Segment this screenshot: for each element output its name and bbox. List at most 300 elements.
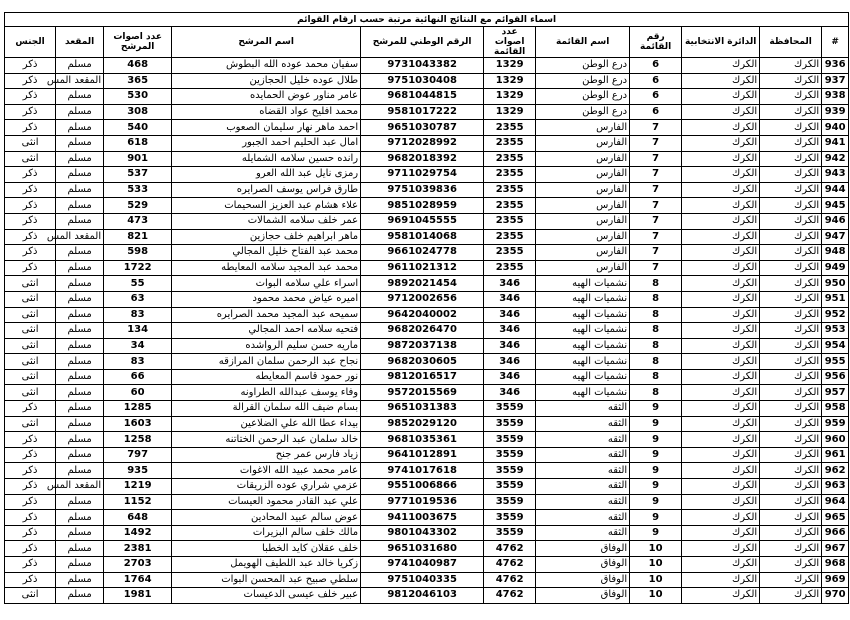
governorate-cell: الكرك [760, 338, 822, 354]
list-number-cell: 8 [630, 323, 682, 339]
list-number-cell: 9 [630, 447, 682, 463]
table-row [5, 229, 849, 245]
seat-cell: مسلم [56, 135, 104, 151]
list-votes-cell: 2355 [484, 245, 536, 261]
national-id-cell: 9741040987 [361, 557, 484, 573]
district-cell: الكرك [682, 572, 760, 588]
gender-cell: انثى [5, 369, 56, 385]
governorate-cell: الكرك [760, 167, 822, 183]
governorate-cell: الكرك [760, 135, 822, 151]
governorate-cell: الكرك [760, 385, 822, 401]
national-id-cell: 9801043302 [361, 525, 484, 541]
national-id-cell: 9411003675 [361, 510, 484, 526]
gender-cell: ذكر [5, 479, 56, 495]
gender-cell: انثى [5, 385, 56, 401]
governorate-cell: الكرك [760, 323, 822, 339]
national-id-cell: 9691045555 [361, 213, 484, 229]
governorate-cell: الكرك [760, 416, 822, 432]
seat-cell: مسلم [56, 213, 104, 229]
gender-cell: ذكر [5, 167, 56, 183]
seat-cell: مسلم [56, 432, 104, 448]
list-votes-cell: 2355 [484, 120, 536, 136]
governorate-cell: الكرك [760, 198, 822, 214]
seat-cell: مسلم [56, 541, 104, 557]
governorate-cell: الكرك [760, 525, 822, 541]
candidate-votes-cell: 901 [104, 151, 172, 167]
candidate-name-cell: بيداء عطا الله علي الضلاعين [172, 416, 361, 432]
candidate-name-cell: علي عبد القادر محمود العيسات [172, 494, 361, 510]
table-row [5, 307, 849, 323]
row-index: 949 [822, 260, 849, 276]
seat-cell: مسلم [56, 104, 104, 120]
list-votes-cell: 4762 [484, 541, 536, 557]
governorate-cell: الكرك [760, 588, 822, 604]
list-number-cell: 9 [630, 494, 682, 510]
seat-cell: مسلم [56, 401, 104, 417]
row-index: 950 [822, 276, 849, 292]
district-cell: الكرك [682, 89, 760, 105]
candidate-name-cell: ماريه حسن سليم الرواشده [172, 338, 361, 354]
seat-cell: المقعد المس [56, 73, 104, 89]
list-name-cell: الوفاق [536, 572, 630, 588]
candidate-votes-cell: 797 [104, 447, 172, 463]
candidate-votes-cell: 530 [104, 89, 172, 105]
national-id-cell: 9682026470 [361, 323, 484, 339]
table-row [5, 291, 849, 307]
list-votes-cell: 346 [484, 291, 536, 307]
row-index: 938 [822, 89, 849, 105]
list-votes-cell: 3559 [484, 494, 536, 510]
district-cell: الكرك [682, 135, 760, 151]
results-sheet [4, 12, 848, 604]
results-table [4, 12, 849, 604]
row-index: 968 [822, 557, 849, 573]
seat-cell: مسلم [56, 276, 104, 292]
candidate-name-cell: محمد افليح عواد القضاه [172, 104, 361, 120]
governorate-cell: الكرك [760, 307, 822, 323]
row-index: 948 [822, 245, 849, 261]
row-index: 957 [822, 385, 849, 401]
table-row [5, 572, 849, 588]
list-name-cell: الثقه [536, 401, 630, 417]
seat-cell: مسلم [56, 182, 104, 198]
row-index: 959 [822, 416, 849, 432]
candidate-votes-cell: 34 [104, 338, 172, 354]
table-row [5, 276, 849, 292]
national-id-cell: 9551006866 [361, 479, 484, 495]
governorate-cell: الكرك [760, 291, 822, 307]
gender-cell: ذكر [5, 463, 56, 479]
table-row [5, 323, 849, 339]
gender-cell: انثى [5, 323, 56, 339]
list-votes-cell: 2355 [484, 229, 536, 245]
national-id-cell: 9712002656 [361, 291, 484, 307]
list-votes-cell: 346 [484, 276, 536, 292]
candidate-name-cell: خالد سلمان عبد الرحمن الختاتنه [172, 432, 361, 448]
list-number-cell: 6 [630, 73, 682, 89]
gender-cell: ذكر [5, 432, 56, 448]
list-name-cell: الثقه [536, 416, 630, 432]
list-votes-cell: 3559 [484, 525, 536, 541]
seat-cell: مسلم [56, 89, 104, 105]
header-candidate-votes: عدد اصوات المرشح [104, 27, 172, 58]
seat-cell: مسلم [56, 525, 104, 541]
list-name-cell: نشميات الهيه [536, 307, 630, 323]
row-index: 952 [822, 307, 849, 323]
candidate-name-cell: عزمي شراري عوده الزريقات [172, 479, 361, 495]
candidate-votes-cell: 935 [104, 463, 172, 479]
list-votes-cell: 1329 [484, 73, 536, 89]
district-cell: الكرك [682, 463, 760, 479]
header-district: الدائرة الانتخابية [682, 27, 760, 58]
table-row [5, 213, 849, 229]
candidate-votes-cell: 1258 [104, 432, 172, 448]
list-votes-cell: 4762 [484, 557, 536, 573]
table-row [5, 151, 849, 167]
seat-cell: مسلم [56, 369, 104, 385]
row-index: 965 [822, 510, 849, 526]
list-number-cell: 7 [630, 260, 682, 276]
candidate-votes-cell: 1152 [104, 494, 172, 510]
district-cell: الكرك [682, 291, 760, 307]
governorate-cell: الكرك [760, 369, 822, 385]
candidate-votes-cell: 537 [104, 167, 172, 183]
row-index: 956 [822, 369, 849, 385]
national-id-cell: 9771019536 [361, 494, 484, 510]
list-number-cell: 10 [630, 541, 682, 557]
district-cell: الكرك [682, 479, 760, 495]
national-id-cell: 9852029120 [361, 416, 484, 432]
list-number-cell: 7 [630, 151, 682, 167]
row-index: 947 [822, 229, 849, 245]
candidate-name-cell: امال عبد الحليم احمد الجبور [172, 135, 361, 151]
national-id-cell: 9851028959 [361, 198, 484, 214]
seat-cell: مسلم [56, 260, 104, 276]
list-number-cell: 9 [630, 525, 682, 541]
row-index: 964 [822, 494, 849, 510]
row-index: 942 [822, 151, 849, 167]
list-number-cell: 8 [630, 276, 682, 292]
list-name-cell: نشميات الهيه [536, 369, 630, 385]
gender-cell: انثى [5, 354, 56, 370]
district-cell: الكرك [682, 229, 760, 245]
district-cell: الكرك [682, 447, 760, 463]
candidate-name-cell: عمر خلف سلامه الشمالات [172, 213, 361, 229]
seat-cell: مسلم [56, 494, 104, 510]
candidate-votes-cell: 1981 [104, 588, 172, 604]
list-votes-cell: 346 [484, 307, 536, 323]
district-cell: الكرك [682, 338, 760, 354]
district-cell: الكرك [682, 151, 760, 167]
table-row [5, 541, 849, 557]
row-index: 966 [822, 525, 849, 541]
header-index: # [822, 27, 849, 58]
candidate-name-cell: سفيان محمد عوده الله البطوش [172, 58, 361, 74]
candidate-name-cell: طارق فراس يوسف الصرايره [172, 182, 361, 198]
list-number-cell: 6 [630, 58, 682, 74]
seat-cell: مسلم [56, 557, 104, 573]
candidate-name-cell: سلطي صبيح عبد المحسن البوات [172, 572, 361, 588]
header-list-number: رقم القائمة [630, 27, 682, 58]
header-list-name: اسم القائمة [536, 27, 630, 58]
national-id-cell: 9892021454 [361, 276, 484, 292]
title-row [5, 13, 849, 27]
candidate-votes-cell: 1219 [104, 479, 172, 495]
list-name-cell: الوفاق [536, 557, 630, 573]
row-index: 955 [822, 354, 849, 370]
list-number-cell: 7 [630, 182, 682, 198]
gender-cell: ذكر [5, 447, 56, 463]
governorate-cell: الكرك [760, 557, 822, 573]
candidate-votes-cell: 365 [104, 73, 172, 89]
district-cell: الكرك [682, 525, 760, 541]
seat-cell: مسلم [56, 447, 104, 463]
district-cell: الكرك [682, 588, 760, 604]
list-votes-cell: 1329 [484, 89, 536, 105]
list-votes-cell: 4762 [484, 572, 536, 588]
national-id-cell: 9731043382 [361, 58, 484, 74]
list-name-cell: الثقه [536, 510, 630, 526]
list-votes-cell: 4762 [484, 588, 536, 604]
row-index: 962 [822, 463, 849, 479]
seat-cell: مسلم [56, 307, 104, 323]
district-cell: الكرك [682, 213, 760, 229]
candidate-name-cell: نور حمود قاسم المعايطه [172, 369, 361, 385]
list-number-cell: 9 [630, 463, 682, 479]
gender-cell: ذكر [5, 213, 56, 229]
candidate-votes-cell: 648 [104, 510, 172, 526]
gender-cell: انثى [5, 276, 56, 292]
table-row [5, 557, 849, 573]
district-cell: الكرك [682, 104, 760, 120]
governorate-cell: الكرك [760, 494, 822, 510]
gender-cell: انثى [5, 588, 56, 604]
national-id-cell: 9642040002 [361, 307, 484, 323]
candidate-name-cell: عوض سالم عبيد المحادين [172, 510, 361, 526]
list-number-cell: 7 [630, 120, 682, 136]
table-row [5, 463, 849, 479]
row-index: 960 [822, 432, 849, 448]
district-cell: الكرك [682, 182, 760, 198]
national-id-cell: 9872037138 [361, 338, 484, 354]
seat-cell: مسلم [56, 338, 104, 354]
gender-cell: ذكر [5, 120, 56, 136]
list-name-cell: الفارس [536, 260, 630, 276]
governorate-cell: الكرك [760, 510, 822, 526]
gender-cell: ذكر [5, 198, 56, 214]
candidate-name-cell: بسام ضيف الله سلمان القرالة [172, 401, 361, 417]
list-votes-cell: 2355 [484, 260, 536, 276]
list-votes-cell: 3559 [484, 463, 536, 479]
gender-cell: ذكر [5, 510, 56, 526]
list-name-cell: نشميات الهيه [536, 323, 630, 339]
seat-cell: مسلم [56, 323, 104, 339]
gender-cell: انثى [5, 151, 56, 167]
seat-cell: مسلم [56, 120, 104, 136]
seat-cell: المقعد المس [56, 479, 104, 495]
governorate-cell: الكرك [760, 73, 822, 89]
candidate-name-cell: وفاء يوسف عبدالله الطراونه [172, 385, 361, 401]
governorate-cell: الكرك [760, 104, 822, 120]
table-row [5, 58, 849, 74]
list-name-cell: الفارس [536, 120, 630, 136]
national-id-cell: 9611021312 [361, 260, 484, 276]
list-name-cell: نشميات الهيه [536, 385, 630, 401]
national-id-cell: 9751039836 [361, 182, 484, 198]
gender-cell: ذكر [5, 557, 56, 573]
row-index: 936 [822, 58, 849, 74]
gender-cell: انثى [5, 135, 56, 151]
seat-cell: مسلم [56, 291, 104, 307]
candidate-name-cell: عامر مناور عوض الحمايده [172, 89, 361, 105]
seat-cell: مسلم [56, 385, 104, 401]
district-cell: الكرك [682, 385, 760, 401]
candidate-votes-cell: 55 [104, 276, 172, 292]
candidate-votes-cell: 540 [104, 120, 172, 136]
row-index: 953 [822, 323, 849, 339]
list-votes-cell: 3559 [484, 432, 536, 448]
gender-cell: ذكر [5, 58, 56, 74]
table-row [5, 198, 849, 214]
list-votes-cell: 3559 [484, 510, 536, 526]
header-national-id: الرقم الوطني للمرشح [361, 27, 484, 58]
list-name-cell: نشميات الهيه [536, 291, 630, 307]
list-number-cell: 7 [630, 198, 682, 214]
table-row [5, 73, 849, 89]
candidate-votes-cell: 83 [104, 354, 172, 370]
district-cell: الكرك [682, 369, 760, 385]
governorate-cell: الكرك [760, 58, 822, 74]
list-votes-cell: 2355 [484, 182, 536, 198]
table-row [5, 104, 849, 120]
table-row [5, 416, 849, 432]
list-votes-cell: 3559 [484, 416, 536, 432]
table-row [5, 260, 849, 276]
list-number-cell: 10 [630, 572, 682, 588]
table-row [5, 494, 849, 510]
gender-cell: ذكر [5, 104, 56, 120]
list-name-cell: الوفاق [536, 588, 630, 604]
list-name-cell: نشميات الهيه [536, 338, 630, 354]
list-name-cell: نشميات الهيه [536, 276, 630, 292]
list-number-cell: 8 [630, 354, 682, 370]
list-number-cell: 8 [630, 291, 682, 307]
district-cell: الكرك [682, 307, 760, 323]
list-number-cell: 9 [630, 401, 682, 417]
governorate-cell: الكرك [760, 447, 822, 463]
list-number-cell: 7 [630, 213, 682, 229]
row-index: 944 [822, 182, 849, 198]
gender-cell: ذكر [5, 73, 56, 89]
list-name-cell: درع الوطن [536, 89, 630, 105]
list-votes-cell: 346 [484, 354, 536, 370]
governorate-cell: الكرك [760, 276, 822, 292]
list-number-cell: 9 [630, 510, 682, 526]
governorate-cell: الكرك [760, 245, 822, 261]
table-row [5, 120, 849, 136]
national-id-cell: 9712028992 [361, 135, 484, 151]
governorate-cell: الكرك [760, 572, 822, 588]
list-votes-cell: 346 [484, 323, 536, 339]
list-name-cell: الفارس [536, 198, 630, 214]
list-number-cell: 8 [630, 307, 682, 323]
national-id-cell: 9661024778 [361, 245, 484, 261]
candidate-votes-cell: 134 [104, 323, 172, 339]
row-index: 951 [822, 291, 849, 307]
gender-cell: انثى [5, 291, 56, 307]
list-number-cell: 10 [630, 588, 682, 604]
candidate-votes-cell: 618 [104, 135, 172, 151]
gender-cell: ذكر [5, 525, 56, 541]
candidate-votes-cell: 533 [104, 182, 172, 198]
table-row [5, 510, 849, 526]
row-index: 969 [822, 572, 849, 588]
table-row [5, 369, 849, 385]
gender-cell: ذكر [5, 182, 56, 198]
district-cell: الكرك [682, 354, 760, 370]
district-cell: الكرك [682, 245, 760, 261]
district-cell: الكرك [682, 494, 760, 510]
governorate-cell: الكرك [760, 151, 822, 167]
table-row [5, 588, 849, 604]
list-name-cell: الوفاق [536, 541, 630, 557]
candidate-votes-cell: 1722 [104, 260, 172, 276]
seat-cell: مسلم [56, 510, 104, 526]
district-cell: الكرك [682, 198, 760, 214]
table-row [5, 135, 849, 151]
governorate-cell: الكرك [760, 463, 822, 479]
candidate-votes-cell: 529 [104, 198, 172, 214]
national-id-cell: 9581017222 [361, 104, 484, 120]
row-index: 937 [822, 73, 849, 89]
candidate-name-cell: عامر محمد عبيد الله الاغوات [172, 463, 361, 479]
row-index: 940 [822, 120, 849, 136]
list-name-cell: نشميات الهيه [536, 354, 630, 370]
gender-cell: ذكر [5, 572, 56, 588]
national-id-cell: 9681044815 [361, 89, 484, 105]
header-seat: المقعد [56, 27, 104, 58]
candidate-votes-cell: 1285 [104, 401, 172, 417]
row-index: 941 [822, 135, 849, 151]
district-cell: الكرك [682, 323, 760, 339]
table-row [5, 447, 849, 463]
list-name-cell: درع الوطن [536, 104, 630, 120]
district-cell: الكرك [682, 432, 760, 448]
list-number-cell: 9 [630, 479, 682, 495]
candidate-name-cell: علاء هشام عبد العزيز السحيمات [172, 198, 361, 214]
list-votes-cell: 2355 [484, 198, 536, 214]
table-row [5, 385, 849, 401]
district-cell: الكرك [682, 276, 760, 292]
seat-cell: مسلم [56, 245, 104, 261]
list-votes-cell: 346 [484, 369, 536, 385]
seat-cell: مسلم [56, 463, 104, 479]
candidate-votes-cell: 473 [104, 213, 172, 229]
national-id-cell: 9812016517 [361, 369, 484, 385]
table-row [5, 354, 849, 370]
seat-cell: مسلم [56, 167, 104, 183]
list-number-cell: 9 [630, 432, 682, 448]
candidate-votes-cell: 2381 [104, 541, 172, 557]
national-id-cell: 9681035361 [361, 432, 484, 448]
governorate-cell: الكرك [760, 432, 822, 448]
seat-cell: مسلم [56, 416, 104, 432]
list-number-cell: 9 [630, 416, 682, 432]
candidate-votes-cell: 83 [104, 307, 172, 323]
list-votes-cell: 346 [484, 385, 536, 401]
governorate-cell: الكرك [760, 479, 822, 495]
district-cell: الكرك [682, 120, 760, 136]
